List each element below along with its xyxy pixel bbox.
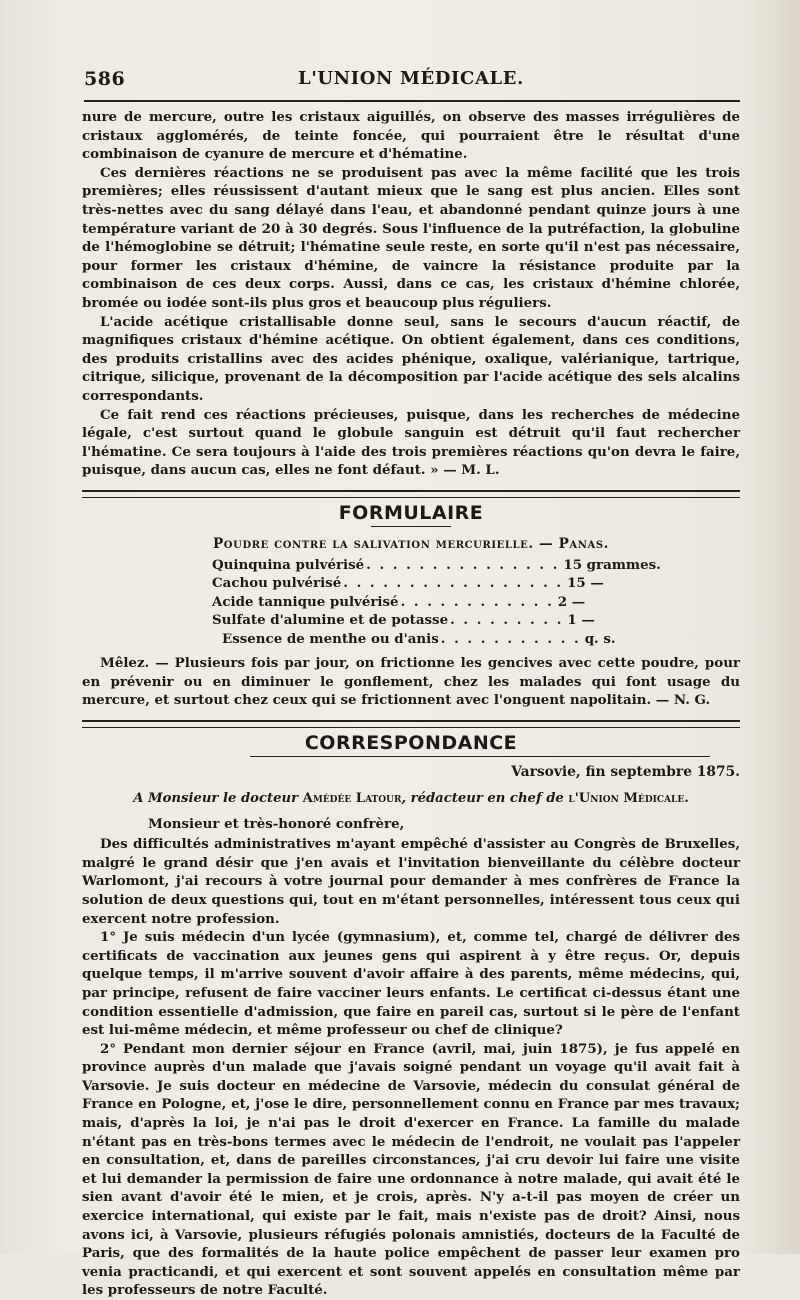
leader-dots: . . . . . . . . . . . . . . . . . — [343, 575, 564, 592]
ingredient-quantity: 15 grammes. — [563, 557, 661, 574]
letter-salutation: Monsieur et très-honoré confrère, — [148, 815, 405, 832]
recipe-ingredient — [212, 574, 632, 592]
article-paragraph: Ces dernières réactions ne se produisent pas avec la même facilité que les trois premières; elles réussissent d'autant mieux que le sang est plus ancien. Elles sont très-nettes avec du sang délayé dans l'eau, et abandonné pendant quinze jours à une température variant de 20 à 30 degrés. Sous l'influence de la putréfaction, la globuline de l'hémoglobine se détruit; l'hématine seule reste, en sorte qu'il n'est pas nécessaire, pour former les cristaux d'hémine, de vaincre la résistance produite par la combinaison de ces deux corps. Aussi, dans ce cas, les cristaux d'hémine chlorée, bromée ou iodée sont-ils plus gros et beaucoup plus réguliers. — [82, 164, 740, 311]
page-number: 586 — [84, 68, 126, 90]
recipe-ingredient — [212, 593, 632, 611]
section-divider — [82, 490, 740, 498]
recipe-ingredient — [212, 611, 632, 629]
recipe-list — [212, 556, 661, 648]
recipe-title: Poudre contre la salivation mercurielle. — Panas. — [212, 536, 610, 553]
ingredient-name: Sulfate d'alumine et de potasse — [212, 612, 449, 629]
letter-paragraph: 1° Je suis médecin d'un lycée (gymnasium), et, comme tel, chargé de délivrer des certificats de vaccination aux jeunes gens qui aspirent à y être reçus. Or, depuis quelque temps, il m'arrive souvent d'avoir affaire à des parents, même médecins, qui, par principe, refusent de faire vacciner leurs enfants. Le certificat ci-dessus étant une condition essentielle d'admission, que faire en pareil cas, surtout si le père de l'enfant est lui-même médecin, et même professeur ou chef de clinique? — [82, 929, 740, 1039]
article-paragraph: L'acide acétique cristallisable donne seul, sans le secours d'aucun réactif, de magnifiques cristaux d'hémine acétique. On obtient également, dans ces conditions, des produits cristallins avec des acides phénique, oxalique, valérianique, tartrique, citrique, silicique, provenant de la décomposition par l'acide acétique des sels alcalins correspondants. — [82, 313, 740, 404]
ingredient-name: Essence de menthe ou d'anis — [222, 630, 439, 647]
addressee-name: Amédée Latour — [302, 790, 402, 806]
ingredient-name: Quinquina pulvérisé — [212, 557, 365, 574]
letter-addressee — [82, 790, 740, 809]
ingredient-quantity: 15 — — [567, 575, 604, 592]
ingredient-quantity: 2 — — [557, 593, 586, 610]
recipe-ingredient — [212, 630, 632, 648]
page-content — [82, 108, 740, 1300]
title-underline — [250, 756, 710, 757]
recipe-ingredient — [212, 556, 661, 574]
addressee-journal: l'Union Médicale. — [568, 790, 689, 806]
leader-dots: . . . . . . . . . . . . . . . — [366, 557, 560, 574]
letter-paragraph: Des difficultés administratives m'ayant empêché d'assister au Congrès de Bruxelles, malgré le grand désir que j'en avais et l'invitation bienveillante du célèbre docteur Warlomont, j'ai recours à votre journal pour demander à mes confrères de France la solution de deux questions qui, tout en m'étant personnelles, intéressent tous ceux qui exercent notre profession. — [82, 836, 740, 927]
leader-dots: . . . . . . . . . . . — [440, 630, 581, 647]
leader-dots: . . . . . . . . . . . . — [400, 593, 554, 610]
correspondance-title: CORRESPONDANCE — [304, 731, 518, 754]
article-paragraph: nure de mercure, outre les cristaux aiguillés, on observe des masses irrégulières de cristaux agglomérés, de teinte foncée, qui pourraient être le résultat d'une combinaison de cyanure de mercure et d'hématine. — [82, 109, 740, 163]
addressee-role: , rédacteur en chef de — [401, 790, 564, 806]
ingredient-name: Cachou pulvérisé — [212, 575, 342, 592]
formulaire-section — [82, 501, 740, 710]
letter-paragraph: 2° Pendant mon dernier séjour en France (avril, mai, juin 1875), je fus appelé en province auprès d'un malade que j'avais soigné pendant un voyage qu'il avait fait à Varsovie. Je suis docteur en médecine de Varsovie, médecin du consulat général de France en Pologne, et, j'ose le dire, personnellement connu en France par mes travaux; mais, d'après la loi, je n'ai pas le droit d'exercer en France. La famille du malade n'étant pas en très-bons termes avec le médecin de l'endroit, ne voulait pas l'appeler en consultation, et, dans de pareilles circonstances, j'ai cru devoir lui faire une visite et lui demander la permission de faire une ordonnance à notre malade, qui avait été le sien avant d'avoir été le mien, et je crois, après. N'y a-t-il pas moyen de créer un exercice international, qui existe par le fait, mais n'existe pas de droit? Ainsi, nous avons ici, à Varsovie, plusieurs réfugiés polonais amnistiés, docteurs de la Faculté de Paris, que des formalités de la haute police empêchent de passer leur examen pro venia practicandi, et qui exercent et sont souvent appelés en consultation même par les professeurs de notre Faculté. — [82, 1040, 740, 1299]
ingredient-quantity: 1 — — [567, 612, 595, 629]
formulaire-title: FORMULAIRE — [338, 501, 484, 524]
section-divider — [82, 720, 740, 728]
letter-dateline: Varsovie, fin septembre 1875. — [511, 764, 740, 781]
leader-dots: . . . . . . . . . — [450, 612, 564, 629]
article-continuation — [82, 108, 740, 480]
title-underline — [371, 526, 451, 527]
ingredient-name: Acide tannique pulvérisé — [212, 593, 399, 610]
running-title: L'UNION MÉDICALE. — [298, 68, 524, 89]
page-header — [84, 66, 738, 96]
ingredient-quantity: q. s. — [584, 630, 616, 647]
article-paragraph: Ce fait rend ces réactions précieuses, puisque, dans les recherches de médecine légale, c'est surtout quand le globule sanguin est détruit qu'il faut rechercher l'hématine. Ce sera toujours à l'aide des trois premières réactions qu'on devra le faire, puisque, dans aucun cas, elles ne font défaut. » — M. L. — [82, 406, 740, 479]
addressee-prefix: A Monsieur le docteur — [133, 790, 299, 806]
correspondance-section — [82, 731, 740, 1300]
recipe-instructions: Mêlez. — Plusieurs fois par jour, on frictionne les gencives avec cette poudre, pour en prévenir ou en diminuer le gonflement, chez les malades qui font usage du mercure, et surtout chez ceux qui se frictionnent avec l'onguent napolitain. — N. G. — [82, 655, 740, 709]
header-rule — [84, 100, 740, 102]
